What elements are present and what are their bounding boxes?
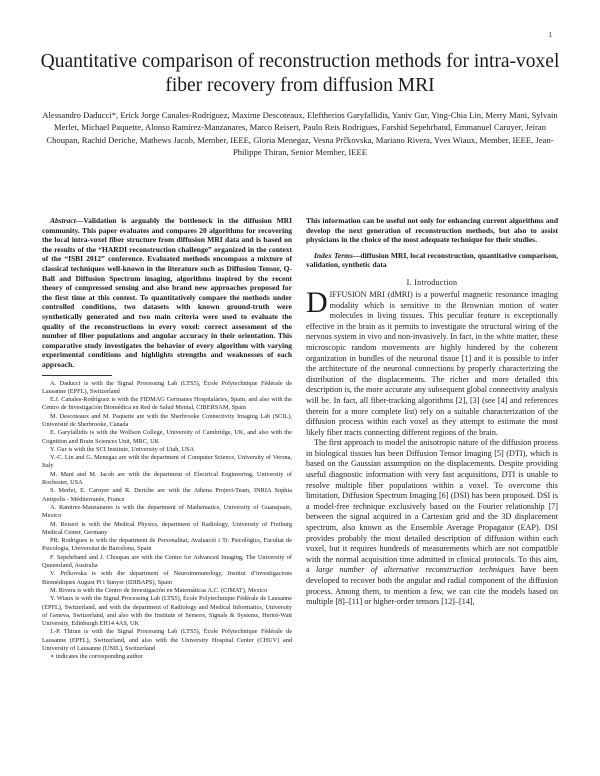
author-list: Alessandro Daducci*, Erick Jorge Canales-Rodríguez, Maxime Descoteaux, Eleftherios Garyfallidis, Yaniv Gur, Ying-Chia Lin, Merry Mani, Sylvain Merlet, Michael Paquette, Alonso Ramirez-Manzanares, Marco Reisert, Paulo Reis Rodrigues, Farshid Sepehrband, Emmanuel Caruyer, Jeiran Choupan, Rachid Deriche, Mathews Jacob, Member, IEEE, Gloria Menegaz, Vesna Prčkovska, Mariano Rivera, Yves Wiaux, Member, IEEE, Jean-Philippe Thiran, Senior Member, IEEE <box>42 110 558 158</box>
index-terms-text: —diffusion MRI, local reconstruction, quantitative comparison, validation, synthetic data <box>306 250 559 270</box>
affiliation-footnote: E. Garyfallidis is with the Wolfson College, University of Cambridge, UK, and also with the Cognition and Brain Sciences Unit, MRC, UK <box>42 429 292 445</box>
paper-title: Quantitative comparison of reconstruction methods for intra-voxel fiber recovery from diffusion MRI <box>40 51 560 96</box>
affiliation-footnote: M. Rivera is with the Centro de Investigación en Matemáticas A.C. (CIMAT), Mexico <box>50 586 268 594</box>
affiliation-footnote: Y. Gur is with the SCI Institute, University of Utah, USA <box>50 445 195 453</box>
index-terms <box>306 251 558 270</box>
intro-lead-caps: IFFUSION MRI <box>329 289 385 299</box>
abstract-text: —Validation is arguably the bottleneck in the diffusion MRI community. This paper evaluates and compares 20 algorithms for recovering the local intra-voxel fiber structure from diffusion MRI data and is based on the results of the “HARDI reconstruction challenge” organized in the context of the “ISBI 2012” conference. Evaluated methods encompass a mixture of classical techniques well-known in the literature such as Diffusion Tensor, Q-Ball and Diffusion Spectrum imaging, algorithms inspired by the recent theory of compressed sensing and also brand new approaches proposed for the first time at this contest. To quantitatively compare the methods under controlled conditions, two datasets with known ground-truth were synthetically generated and two main criteria were used to evaluate the quality of the reconstructions in every voxel: correct assessment of the number of fiber populations and angular accuracy in their orientation. This comparative study investigates the behavior of every algorithm with varying experimental conditions and highlights strengths and weaknesses of each approach. <box>42 216 292 369</box>
left-column <box>42 216 292 662</box>
affiliation-footnote: M. Mani and M. Jacob are with the department of Electrical Engineering, University of Rochester, USA <box>42 470 292 487</box>
affiliation-footnote: J.-P. Thiran is with the Signal Processing Lab (LTS5), École Polytechnique Fédérale de Lausanne (EPFL), Switzerland, and also with the University Hospital Center (CHUV) and University of Lausanne (UNIL), Switzerland <box>42 628 292 652</box>
affiliation-footnote: E.J. Canales-Rodríguez is with the FIDMAG Germanes Hospitalàries, Spain, and also with the Centro de Investigación Biomédica en Red de Salud Mental, CIBERSAM, Spain <box>42 396 292 412</box>
affiliation-footnote: S. Merlet, E. Caruyer and R. Deriche are with the Athena Project-Team, INRIA Sophia Antipolis - Méditerranée, France <box>42 487 292 503</box>
index-terms-label: Index Terms <box>314 250 353 260</box>
intro-paragraph-1 <box>306 285 558 438</box>
affiliation-footnote: A. Ramirez-Manzanares is with the department of Mathematics, University of Guanajuato, Mexico <box>42 503 292 520</box>
section-heading-introduction: I. Introduction <box>406 277 458 287</box>
footnote-rule <box>42 375 112 376</box>
affiliation-footnote: Y.-C. Lin and G. Menegaz are with the department of Computer Science, University of Verona, Italy <box>42 454 292 470</box>
intro-paragraph-2-emphasis: large number of alternative reconstruction techniques <box>316 565 515 575</box>
abstract-continuation: This information can be useful not only for enhancing current algorithms and develop the next generation of reconstruction methods, but also to assist physicians in the choice of the most adequate technique for their studies. <box>306 216 558 245</box>
intro-paragraph-2-text-a: The first approach to model the anisotropic nature of the diffusion process in biological tissues has been Diffusion Tensor Imaging [5] (DTI), which is based on the Gaussian assumption on the displacements. Despite providing useful diagnostic information with very fast acquisitions, DTI is unable to resolve multiple fiber populations within a voxel. To overcome this limitation, Diffusion Spectrum Imaging [6] (DSI) has been proposed. DSI is a model-free technique exclusively based on the Fourier relationship [7] between the signal acquired in a Cartesian grid and the 3D displacement spectrum, also known as the Ensemble Average Propagator (EAP). DSI provides probably the most detailed description of diffusion within each voxel, but it requires hundreds of measurements which are not compatible with the normal acquisition time admitted in clinical protocols. To this aim, a <box>306 438 558 575</box>
drop-cap: D <box>306 285 328 319</box>
right-column <box>306 216 558 608</box>
affiliation-footnote: Y. Wiaux is with the Signal Processing Lab (LTS5), École Polytechnique Fédérale de Lausanne (EPFL), Switzerland, and with the department of Radiology and Medical Informatics, University of Geneva, Switzerland, and also with the Institute of Sensors, Signals & Systems, Heriot-Watt University, Edinburgh EH14 4AS, UK <box>42 595 292 628</box>
affiliation-footnote: V. Prčkovska is with the department of Neuroimmunology, Institut d’investigacions Biomèdiques August Pi i Sunyer (IDIBAPS), Spain <box>42 570 292 586</box>
affiliation-footnote: ∗ indicates the corresponding author <box>50 653 143 661</box>
affiliation-footnote: F. Sepehrband and J. Choupan are with the Centre for Advanced Imaging, The University of Queensland, Australia <box>42 553 292 570</box>
abstract-label: Abstract <box>50 216 76 225</box>
intro-paragraph-2 <box>306 438 558 608</box>
intro-paragraph-1-text: (dMRI) is a powerful magnetic resonance imaging modality which is sensitive to the Brownian motion of water molecules in living tissues. This peculiar feature is exceptionally effective in the brain as it permits to investigate the structural wiring of the nervous system in vivo and non-invasively. In fact, in the white matter, these microscopic random movements are highly hindered by the coherent organization in bundles of the neuronal tissue [1] and it is possible to infer the architecture of the neuronal connections by properly characterizing the distribution of the displacements. The richer and more detailed this description is, the more accurate any subsequent global connectivity analysis will be. In fact, all fiber-tracking algorithms [2], [3] (see [4] and references therein for a more complete list) rely on a suitable characterization of the diffusion process within each voxel as they attempt to estimate the most likely fiber tracts connecting different regions of the brain. <box>306 289 558 437</box>
affiliation-footnote: M. Reisert is with the Medical Physics, department of Radiology, University of Freiburg Medical Center, Germany <box>42 520 292 536</box>
affiliation-footnote: M. Descoteaux and M. Paquette are with the Sherbrooke Connectivity Imaging Lab (SCIL), Université de Sherbrooke, Canada <box>42 412 292 428</box>
abstract <box>42 216 292 370</box>
intro-paragraph-2-text-b: have been developed to recover both the angular and radial component of the diffusion process. Among them, to mention a few, we can cite the models based on multiple [8]–[11] or higher-order tensors [12]–[14], <box>306 565 558 607</box>
affiliation-footnote: A. Daducci is with the Signal Processing Lab (LTS5), École Polytechnique Fédérale de Lausanne (EPFL), Switzerland <box>42 379 292 395</box>
affiliation-footnote: PR. Rodrigues is with the department de Personalitat, Avaluació i Tr. Psicològics, Facultat de Psicologia, Universitat de Barcelona, Spain <box>42 537 292 553</box>
affiliation-list <box>42 380 292 662</box>
page-number: 1 <box>548 30 552 39</box>
